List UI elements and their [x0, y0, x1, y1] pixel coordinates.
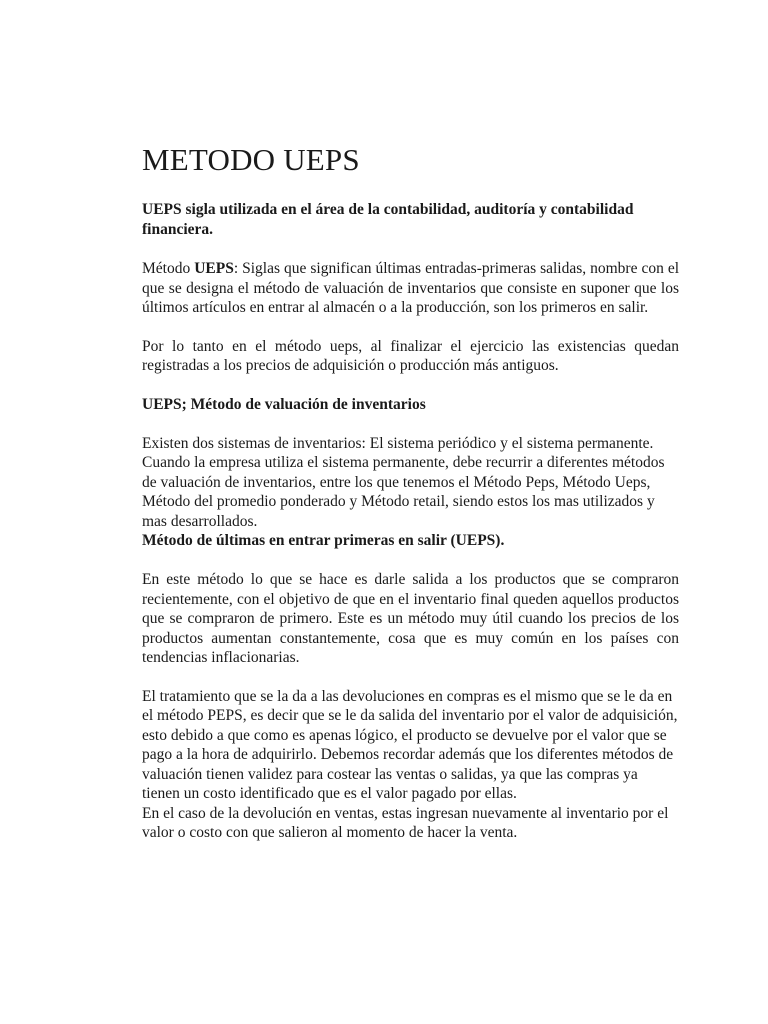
- section-heading-valuation: UEPS; Método de valuación de inventarios: [142, 395, 426, 413]
- document-title: METODO UEPS: [142, 142, 360, 177]
- paragraph-method-explanation: En este método lo que se hace es darle salida a los productos que se compraron recientemente, con el objetivo de que en el inventario final queden aquellos productos que se compraron de primero. Este es un método muy útil cuando los precios de los productos aumentan constantemente, cosa que es muy común en los países con tendencias inflacionarias.: [142, 571, 679, 666]
- paragraph-definition-term: UEPS: [194, 260, 234, 277]
- paragraph-definition-text: : Siglas que significan últimas entradas-primeras salidas, nombre con el que se designa el método de valuación de inventarios que consiste en suponer que los últimos artículos en entrar al almacén o a la producción, son los primeros en salir.: [142, 260, 680, 316]
- paragraph-purchase-returns: El tratamiento que se la da a las devoluciones en compras es el mismo que se le da en el método PEPS, es decir que se le da salida del inventario por el valor de adquisición, esto debido a que como es apenas lógico, el producto se devuelve por el valor que se pago a la hora de adquirirlo. Debemos recordar además que los diferentes métodos de valuación tienen validez para costear las ventas o salidas, ya que las compras ya tienen un costo identificado que es el valor pagado por ellas.: [142, 687, 678, 802]
- paragraph-definition-prefix: Método: [142, 260, 195, 277]
- document-subtitle: UEPS sigla utilizada en el área de la contabilidad, auditoría y contabilidad financiera.: [142, 201, 634, 238]
- paragraph-sales-returns: En el caso de la devolución en ventas, estas ingresan nuevamente al inventario por el valor o costo con que salieron al momento de hacer la venta.: [142, 804, 669, 841]
- section-heading-ueps-method: Método de últimas en entrar primeras en salir (UEPS).: [142, 532, 505, 549]
- paragraph-ueps-summary: Por lo tanto en el método ueps, al finalizar el ejercicio las existencias quedan registradas a los precios de adquisición o producción más antiguos.: [142, 337, 679, 374]
- document-page: [142, 140, 679, 862]
- paragraph-definition: [142, 259, 679, 318]
- paragraph-inventory-systems: Existen dos sistemas de inventarios: El sistema periódico y el sistema permanente. Cuando la empresa utiliza el sistema permanente, debe recurrir a diferentes métodos de valuación de inventarios, entre los que tenemos el Método Peps, Método Ueps, Método del promedio ponderado y Método retail, siendo estos los mas utilizados y mas desarrollados.: [142, 434, 665, 530]
